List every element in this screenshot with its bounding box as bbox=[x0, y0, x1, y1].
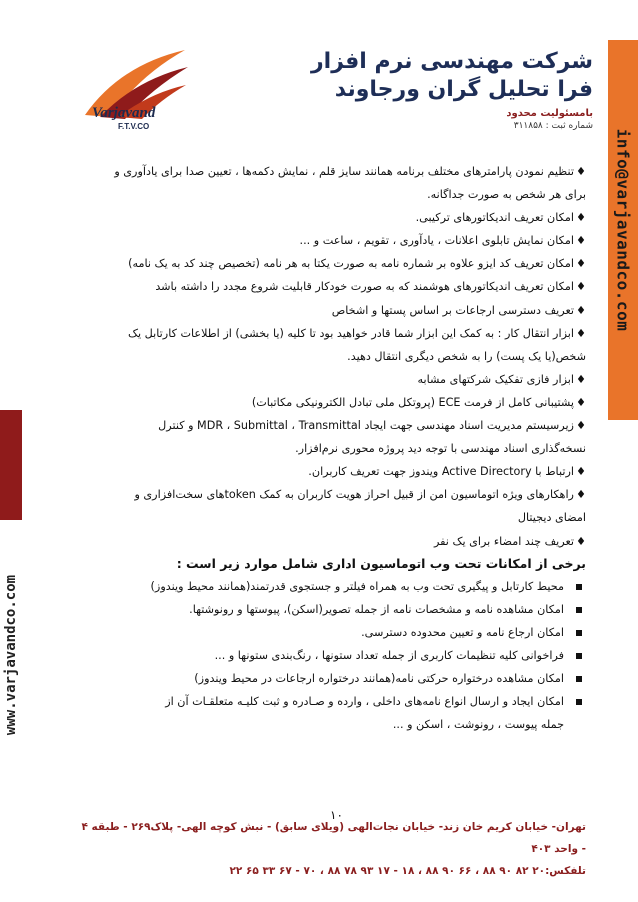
company-name-line1: شرکت مهندسی نرم افزار bbox=[310, 49, 593, 74]
email-text: info@varjavandco.com bbox=[613, 128, 633, 332]
feature-item-continuation: شخص(یا یک پست) را به شخص دیگری انتقال دهید. bbox=[347, 349, 586, 363]
section-title: برخی از امکانات تحت وب اتوماسیون اداری شامل موارد زیر است : bbox=[176, 555, 586, 571]
feature-item: ♦ابزار انتقال کار : به کمک این ابزار شما قادر خواهید بود تا کلیه (یا بخشی) از اطلاعات کارتابل یک bbox=[128, 326, 586, 340]
diamond-bullet-icon: ♦ bbox=[575, 211, 586, 225]
feature-item: ♦تنظیم نمودن پارامترهای مختلف برنامه همانند سایز قلم ، نمایش دکمه‌ها ، تعیین صدا برای یادآوری و bbox=[114, 165, 586, 178]
feature-item: ♦تعریف چند امضاء برای یک نفر bbox=[433, 534, 586, 548]
side-strip-left bbox=[0, 520, 22, 790]
feature-item: ♦پشتیبانی کامل از فرمت ECE (پروتکل ملی تبادل الکترونیکی مکاتبات) bbox=[251, 395, 586, 409]
feature-item-continuation: امضای دیجیتال bbox=[517, 511, 586, 525]
web-feature-item: امکان ایجاد و ارسال انواع نامه‌های داخلی ، وارده و صـادره و ثبت کلیـه متعلقـات آن از bbox=[72, 690, 586, 713]
web-feature-list bbox=[72, 575, 586, 737]
diamond-bullet-icon: ♦ bbox=[575, 234, 586, 248]
company-type: بامسئولیت محدود bbox=[506, 108, 593, 119]
logo-sub: F.T.V.CO bbox=[118, 122, 150, 131]
square-bullet-icon bbox=[576, 584, 582, 590]
feature-item: ♦راهکارهای ویژه اتوماسیون امن از قبیل احراز هویت کاربران به کمک tokenهای سخت‌افزاری و bbox=[134, 488, 586, 502]
footer-address: تهران- خیابان کریم خان زند- خیابان نجات‌الهی (ویلای سابق) - نبش کوچه الهی- پلاک۲۶۹ - طبقه ۴ - واحد ۴۰۳ bbox=[81, 821, 586, 855]
side-strip-left-accent bbox=[0, 410, 22, 520]
web-feature-item: امکان ارجاع نامه و تعیین محدوده دسترسی. bbox=[72, 621, 586, 644]
feature-item: ♦ابزار فازی تفکیک شرکتهای مشابه bbox=[417, 372, 586, 386]
feature-item: ♦زیرسیستم مدیریت اسناد مهندسی جهت ایجاد MDR ، Submittal ، Transmittal و کنترل bbox=[158, 419, 586, 433]
feature-item: ♦امکان تعریف اندیکاتورهای ترکیبی. bbox=[415, 211, 586, 225]
web-feature-item: امکان مشاهده درختواره حرکتی نامه(همانند درختواره ارجاعات در محیط ویندوز) bbox=[72, 667, 586, 690]
web-feature-item: محیط کارتابل و پیگیری تحت وب به همراه فیلتر و جستجوی قدرتمند(همانند محیط ویندوز) bbox=[72, 575, 586, 598]
diamond-bullet-icon: ♦ bbox=[575, 488, 586, 502]
diamond-bullet-icon: ♦ bbox=[575, 534, 586, 548]
feature-item: ♦امکان تعریف اندیکاتورهای هوشمند که به صورت خودکار قابلیت شروع مجدد را داشته باشد bbox=[155, 280, 586, 294]
web-feature-item: امکان مشاهده نامه و مشخصات نامه از جمله تصویر(اسکن)، پیوستها و رونوشتها. bbox=[72, 598, 586, 621]
web-feature-item-continuation: جمله پیوست ، رونوشت ، اسکن و ... bbox=[392, 718, 564, 732]
feature-list bbox=[72, 160, 586, 553]
logo-name: Varjavand bbox=[92, 105, 156, 121]
footer-phones: تلفکس:۲۰ ۸۲ ۹۰ ۸۸ ، ۶۶ ۹۰ ۸۸ ، ۱۸ - ۱۷ ۹۳ ۷۸ ۸۸ ، ۷۰ - ۶۷ ۳۳ ۶۵ ۲۲ bbox=[229, 865, 586, 877]
web-feature-item: فراخوانی کلیه تنظیمات کاربری از جمله تعداد ستونها ، رنگ‌بندی ستونها و ... bbox=[72, 644, 586, 667]
square-bullet-icon bbox=[576, 653, 582, 659]
feature-item: ♦امکان تعریف کد ایزو علاوه بر شماره نامه به صورت یکتا به هر نامه (تخصیص چند کد به یک نامه) bbox=[128, 257, 586, 271]
diamond-bullet-icon: ♦ bbox=[575, 372, 586, 386]
diamond-bullet-icon: ♦ bbox=[575, 257, 586, 271]
footer bbox=[80, 816, 586, 882]
side-strip-right bbox=[608, 40, 638, 420]
document-body bbox=[72, 160, 586, 736]
feature-item-continuation: برای هر شخص به صورت جداگانه. bbox=[427, 188, 586, 202]
feature-item-continuation: نسخه‌گذاری اسناد مهندسی با توجه دید پروژه محوری نرم‌افزار. bbox=[295, 442, 586, 456]
registration-number: شماره ثبت : ۳۱۱۸۵۸ bbox=[513, 121, 593, 131]
diamond-bullet-icon: ♦ bbox=[575, 465, 586, 479]
diamond-bullet-icon: ♦ bbox=[575, 165, 586, 178]
diamond-bullet-icon: ♦ bbox=[575, 326, 586, 340]
feature-item: ♦تعریف دسترسی ارجاعات بر اساس پستها و اشخاص bbox=[331, 303, 586, 317]
diamond-bullet-icon: ♦ bbox=[575, 395, 586, 409]
diamond-bullet-icon: ♦ bbox=[575, 419, 586, 433]
square-bullet-icon bbox=[576, 676, 582, 682]
diamond-bullet-icon: ♦ bbox=[575, 280, 586, 294]
square-bullet-icon bbox=[576, 607, 582, 613]
feature-item: ♦امکان نمایش تابلوی اعلانات ، یادآوری ، تقویم ، ساعت و ... bbox=[299, 234, 586, 248]
website-text: www.varjavandco.com bbox=[3, 574, 19, 736]
square-bullet-icon bbox=[576, 699, 582, 705]
company-name-line2: فرا تحلیل گران ورجاوند bbox=[334, 77, 593, 102]
square-bullet-icon bbox=[576, 630, 582, 636]
diamond-bullet-icon: ♦ bbox=[575, 303, 586, 317]
page-number: ۱۰ bbox=[330, 808, 343, 822]
company-header bbox=[311, 48, 593, 131]
feature-item: ♦ارتباط با Active Directory ویندوز جهت تعریف کاربران. bbox=[308, 465, 586, 479]
